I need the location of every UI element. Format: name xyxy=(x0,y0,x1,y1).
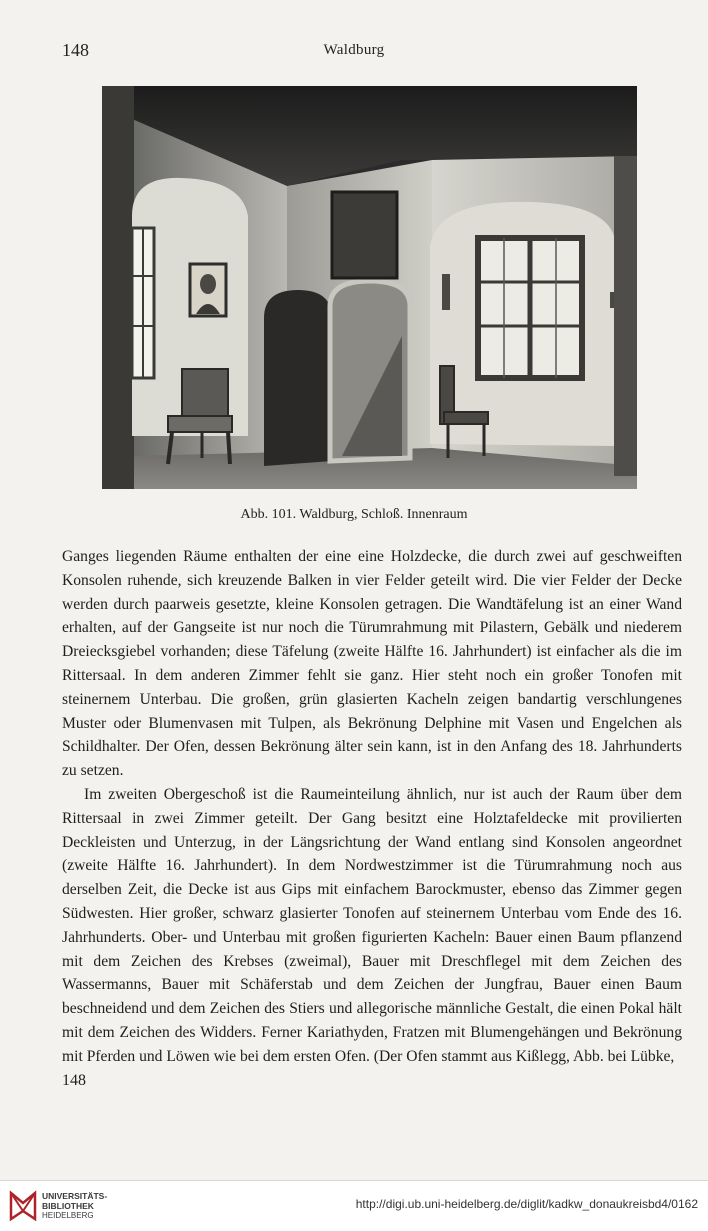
page-number: 148 xyxy=(62,40,89,60)
body-text xyxy=(62,545,682,1069)
interior-photograph xyxy=(102,86,637,489)
paragraph: Ganges liegenden Räume enthalten der eine eine Holzdecke, die durch zwei auf geschweiften Konsolen ruhende, sich kreuzende Balken in vier Felder geteilt wird. Die vier Felder der Decke werden durch paarweis gesetzte, kleine Konsolen getragen. Die Wandtäfelung ist an einer Wand erhalten, auf der Gangseite ist nur noch die Türumrahmung mit Pilastern, Gebälk und niederem Dreiecksgiebel vorhanden; diese Täfelung (zweite Hälfte 16. Jahrhundert) ist einfacher als die im Rittersaal. In dem anderen Zimmer fehlt sie ganz. Hier steht noch ein großer Tonofen mit steinernem Unterbau. Die großen, grün glasierten Kacheln zeigen bandartig verschlungenes Muster oder Blumenvasen mit Tulpen, als Bekrönung Delphine mit Vasen und Engelchen als Schildhalter. Der Ofen, dessen Bekrönung älter sein kann, ist in den Anfang des 18. Jahrhunderts zu setzen. xyxy=(62,548,682,780)
figure-caption: Abb. 101. Waldburg, Schloß. Innenraum xyxy=(240,507,468,522)
library-name: UNIVERSITÄTS- BIBLIOTHEK HEIDELBERG xyxy=(42,1191,108,1220)
left-pillar xyxy=(102,86,134,489)
running-head: Waldburg xyxy=(323,42,385,58)
library-footer xyxy=(0,1180,708,1231)
page-number-footer: 148 xyxy=(62,1072,86,1089)
wall-painting xyxy=(332,192,397,278)
university-library-logo-icon xyxy=(8,1189,38,1223)
paragraph: Im zweiten Obergeschoß ist die Raumeinteilung ähnlich, nur ist auch der Raum über dem Rittersaal in zwei Zimmer geteilt. Der Gang besitzt eine Holztafeldecke mit provilierten Deckleisten und Unterzug, in der Längsrichtung der Wand entlang sind Konsolen angeordnet (zweite Hälfte 16. Jahrhundert). In dem Nordwestzimmer ist die Türumrahmung noch aus derselben Zeit, die Decke ist aus Gips mit einfachem Barockmuster, ebenso das Zimmer gegen Südwesten. Hier großer, schwarz glasierter Tonofen auf steinernem Unterbau vom Ende des 16. Jahrhunderts. Ober- und Unterbau mit großen figurierten Kacheln: Bauer einen Baum pflanzend mit dem Zeichen des Krebses (zweimal), Bauer mit Dreschflegel mit dem Zeichen des Wassermanns, Bauer mit Schäferstab und dem Zeichen der Jungfrau, Bauer einen Baum beschneidend und dem Zeichen des Stiers und allegorische männliche Gestalt, die einen Pokal hält mit dem Zeichen des Widders. Ferner Kariathyden, Fratzen mit Blumengehängen und Bekrönung mit Pferden und Löwen wie bei dem ersten Ofen. (Der Ofen stammt aus Kißlegg, Abb. bei Lübke, xyxy=(62,785,682,1065)
dark-doorway xyxy=(264,290,332,466)
source-url-link[interactable]: http://digi.ub.uni-heidelberg.de/diglit/kadkw_donaukreisbd4/0162 xyxy=(355,1197,698,1211)
